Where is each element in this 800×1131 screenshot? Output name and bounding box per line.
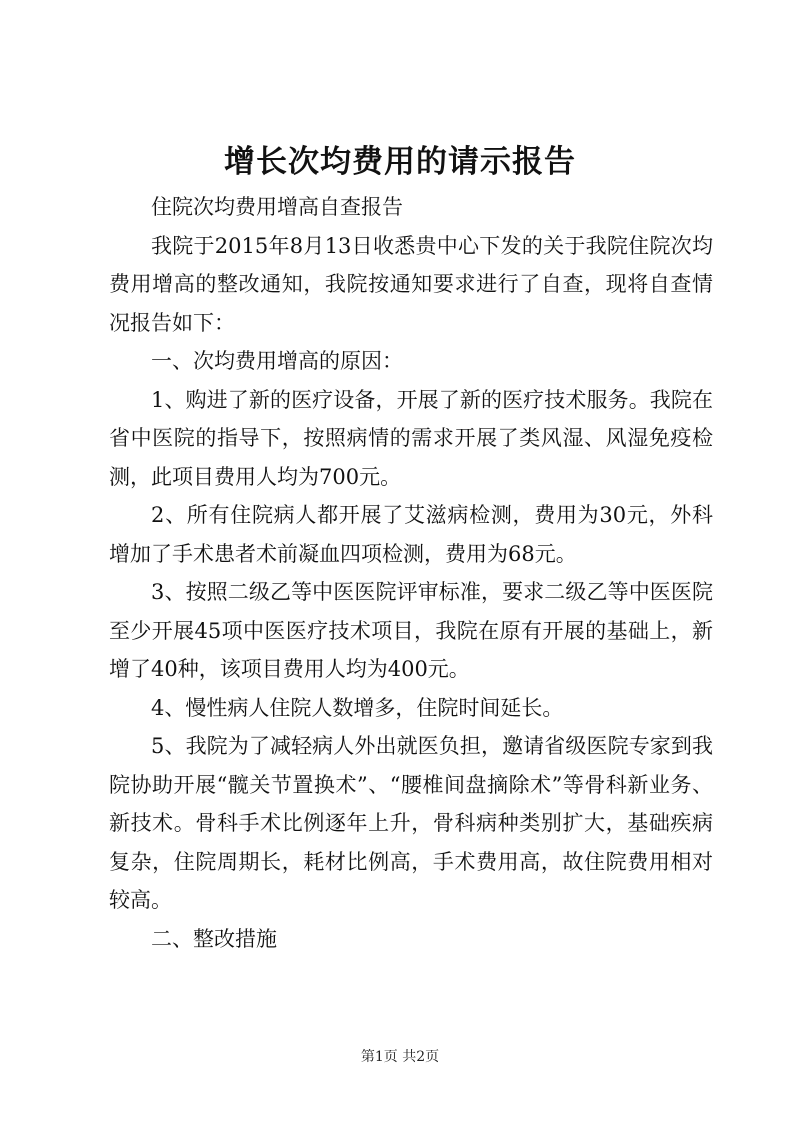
paragraph-intro: 我院于2015年8月13日收悉贵中心下发的关于我院住院次均费用增高的整改通知，我院按通知要求进行了自查，现将自查情况报告如下： xyxy=(109,233,713,335)
page-footer: 第1页 共2页 xyxy=(360,1049,440,1065)
paragraph-reason-3: 3、按照二级乙等中医医院评审标准，要求二级乙等中医医院至少开展45项中医医疗技术项目，我院在原有开展的基础上，新增了40种，该项目费用人均为400元。 xyxy=(109,580,713,681)
paragraph-subtitle: 住院次均费用增高自查报告 xyxy=(151,195,403,219)
paragraph-reason-2: 2、所有住院病人都开展了艾滋病检测，费用为30元，外科增加了手术患者术前凝血四项检测，费用为68元。 xyxy=(109,503,713,566)
paragraph-section-heading-2: 二、整改措施 xyxy=(151,926,277,951)
paragraph-reason-1: 1、购进了新的医疗设备，开展了新的医疗技术服务。我院在省中医院的指导下，按照病情的需求开展了类风湿、风湿免疫检测，此项目费用人均为700元。 xyxy=(109,387,713,489)
document-title: 增长次均费用的请示报告 xyxy=(224,144,576,180)
document-body xyxy=(109,188,713,958)
paragraph-reason-5: 5、我院为了减轻病人外出就医负担，邀请省级医院专家到我院协助开展“髋关节置换术”、“腰椎间盘摘除术”等骨科新业务、新技术。骨科手术比例逐年上升，骨科病种类别扩大，基础疾病复杂，住院周期长，耗材比例高，手术费用高，故住院费用相对较高。 xyxy=(109,734,713,912)
paragraph-reason-4: 4、慢性病人住院人数增多，住院时间延长。 xyxy=(151,695,564,720)
paragraph-section-heading-1: 一、次均费用增高的原因： xyxy=(151,349,403,373)
